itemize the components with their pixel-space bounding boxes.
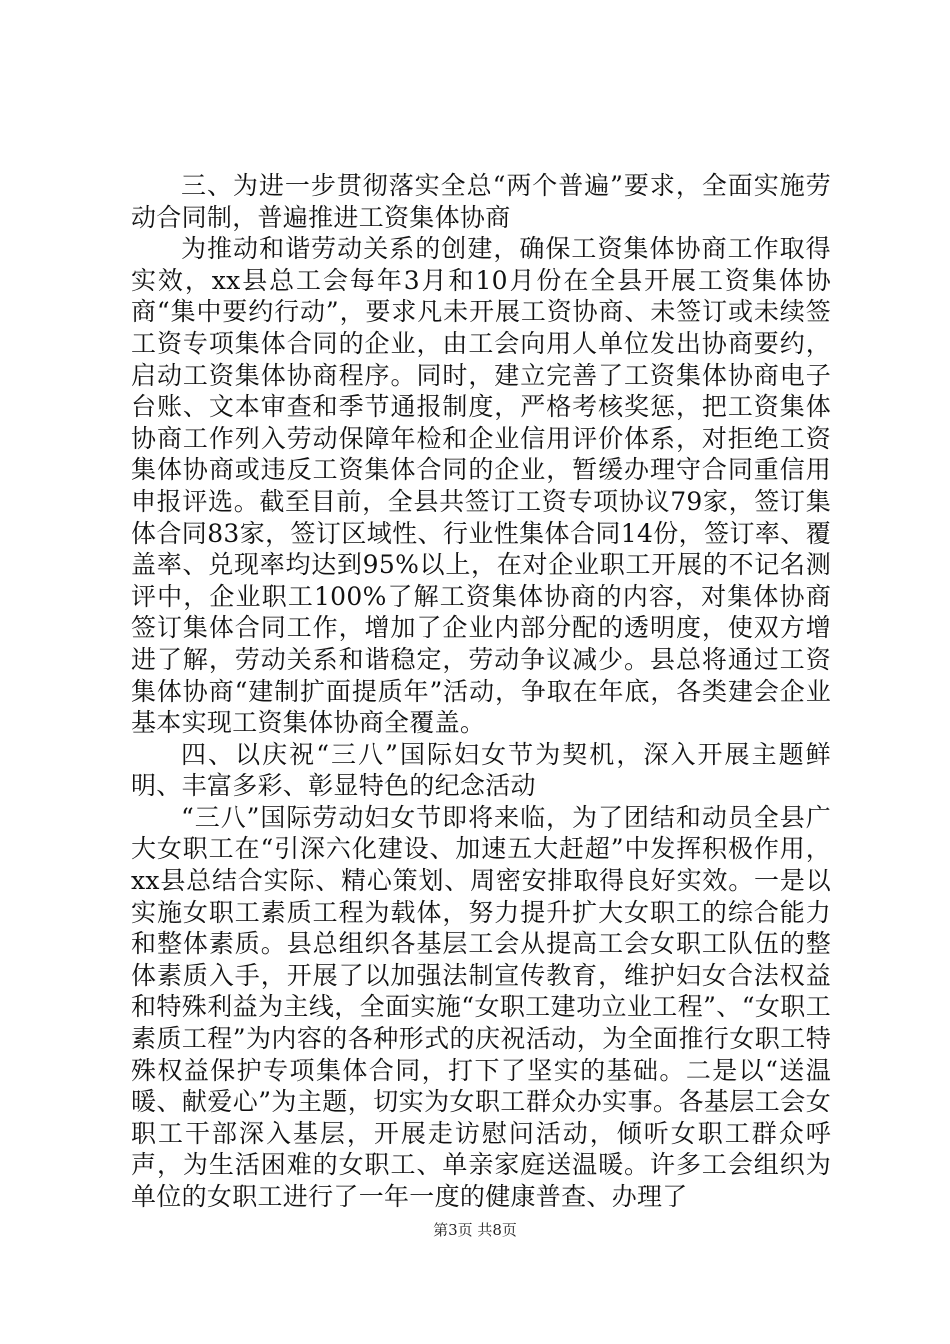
section-heading-4: 四、以庆祝“三八”国际妇女节为契机，深入开展主题鲜明、丰富多彩、彰显特色的纪念活动: [131, 739, 831, 801]
section-heading-3: 三、为进一步贯彻落实全总“两个普遍”要求，全面实施劳动合同制，普遍推进工资集体协商: [131, 171, 831, 232]
paragraph-womens-day: “三八”国际劳动妇女节即将来临，为了团结和动员全县广大女职工在“引深六化建设、加速五大赶超”中发挥积极作用，xx县总结合实际、精心策划、周密安排取得良好实效。一是以实施女职工素质工程为载体，努力提升扩大女职工的综合能力和整体素质。县总组织各基层工会从提高工会女职工队伍的整体素质入手，开展了以加强法制宣传教育，维护妇女合法权益和特殊利益为主线，全面实施“女职工建功立业工程”、“女职工素质工程”为内容的各种形式的庆祝活动，为全面推行女职工特殊权益保护专项集体合同，打下了坚实的基础。二是以“送温暖、献爱心”为主题，切实为女职工群众办实事。各基层工会女职工干部深入基层，开展走访慰问活动，倾听女职工群众呼声，为生活困难的女职工、单亲家庭送温暖。许多工会组织为单位的女职工进行了一年一度的健康普查、办理了: [131, 802, 831, 1211]
page-footer: [0, 1219, 950, 1240]
document-body: [131, 170, 831, 1213]
paragraph-wage-negotiation: 为推动和谐劳动关系的创建，确保工资集体协商工作取得实效，xx县总工会每年3月和10月份在全县开展工资集体协商“集中要约行动”，要求凡未开展工资协商、未签订或未续签工资专项集体合同的企业，由工会向用人单位发出协商要约，启动工资集体协商程序。同时，建立完善了工资集体协商电子台账、文本审查和季节通报制度，严格考核奖惩，把工资集体协商工作列入劳动保障年检和企业信用评价体系，对拒绝工资集体协商或违反工资集体合同的企业，暂缓办理守合同重信用申报评选。截至目前，全县共签订工资专项协议79家，签订集体合同83家，签订区域性、行业性集体合同14份，签订率、覆盖率、兑现率均达到95%以上，在对企业职工开展的不记名测评中，企业职工100%了解工资集体协商的内容，对集体协商签订集体合同工作，增加了企业内部分配的透明度，使双方增进了解，劳动关系和谐稳定，劳动争议减少。县总将通过工资集体协商“建制扩面提质年”活动，争取在年底，各类建会企业基本实现工资集体协商全覆盖。: [131, 234, 831, 738]
page-number: 第3页 共8页: [433, 1221, 517, 1239]
